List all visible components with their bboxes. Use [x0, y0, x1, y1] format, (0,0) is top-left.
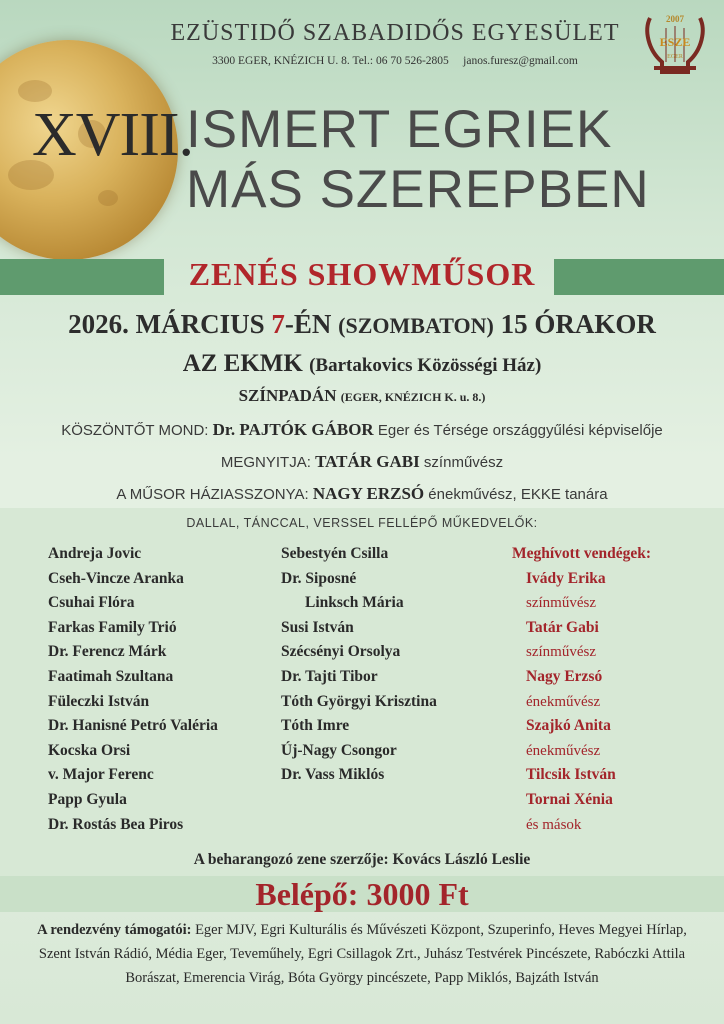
- stage-label: SZÍNPADÁN: [238, 386, 341, 405]
- sponsors-text: Eger MJV, Egri Kulturális és Művészeti Központ, Szuperinfo, Heves Megyei Hírlap, Szent István Rádió, Média Eger, Teveműhely, Egri Csillagok Zrt., Juhász Testvérek Pincészete, Rabóczki Attila Borászat, Emerencia Virág, Bóta György pincészete, Papp Miklós, Bajzáth István: [38, 922, 687, 986]
- contact-email: janos.furesz@gmail.com: [463, 55, 578, 67]
- greeting-name: Dr. PAJTÓK GÁBOR: [212, 420, 374, 439]
- title-line-1: ISMERT EGRIEK: [186, 100, 613, 159]
- cast-name: Farkas Family Trió: [48, 618, 177, 636]
- greeting-role: Eger és Térsége országgyűlési képviselője: [373, 422, 663, 439]
- contact-address: 3300 EGER, KNÉZICH U. 8. Tel.: 06 70 526-2805: [212, 55, 449, 67]
- cast-name: Cseh-Vincze Aranka: [48, 569, 184, 587]
- date-time: 15 ÓRAKOR: [493, 309, 656, 339]
- composer-credit: A beharangozó zene szerzője: Kovács László Leslie: [193, 851, 531, 868]
- date-day: 7: [271, 309, 285, 339]
- guest-name: Tatár Gabi: [526, 618, 599, 636]
- cast-name: Dr. Rostás Bea Piros: [48, 815, 184, 833]
- cast-name: Dr. Hanisné Petró Valéria: [48, 717, 218, 735]
- organization-name: EZÜSTIDŐ SZABADIDŐS EGYESÜLET: [170, 20, 620, 46]
- cast-name: Susi István: [281, 618, 354, 636]
- greeting-line: [0, 420, 724, 440]
- guest-name: Szajkó Anita: [526, 717, 611, 735]
- cast-name: Papp Gyula: [48, 790, 127, 808]
- cast-name: Tóth Györgyi Krisztina: [281, 692, 437, 710]
- opening-label: MEGNYITJA:: [220, 454, 316, 471]
- cast-header: DALLAL, TÁNCCAL, VERSSEL FELLÉPŐ MŰKEDVELŐK:: [186, 516, 538, 530]
- cast-column-2: [281, 542, 437, 788]
- event-date: [0, 309, 724, 340]
- cast-name: Dr. Tajti Tibor: [281, 667, 378, 685]
- title-line-2: MÁS SZEREPBEN: [186, 160, 650, 219]
- guest-role: énekművész: [526, 742, 601, 759]
- cast-name: Kocska Orsi: [48, 741, 131, 759]
- logo-year: 2007: [666, 14, 684, 24]
- hostess-name: NAGY ERZSÓ: [312, 484, 425, 503]
- venue-name: AZ EKMK: [182, 350, 310, 377]
- guests-header: Meghívott vendégek:: [512, 545, 652, 562]
- venue-full: (Bartakovics Közösségi Ház): [309, 355, 542, 376]
- cast-name: v. Major Ferenc: [48, 766, 154, 784]
- cast-name: Dr. Vass Miklós: [281, 766, 385, 784]
- guest-name: Tilcsik István: [526, 766, 616, 784]
- cast-name: Füleczki István: [48, 692, 150, 710]
- guest-role: színművész: [526, 644, 596, 661]
- stage: [0, 386, 724, 406]
- cast-name: Új-Nagy Csongor: [281, 741, 397, 759]
- guests-column: [512, 542, 651, 837]
- cast-name: Csuhai Flóra: [48, 594, 135, 612]
- logo-city: EGER: [667, 54, 683, 60]
- contact-line: [160, 55, 630, 67]
- venue: [0, 350, 724, 378]
- guest-name: Tornai Xénia: [526, 790, 613, 808]
- opening-name: TATÁR GABI: [315, 452, 420, 471]
- cast-name: Andreja Jovic: [48, 545, 142, 562]
- guest-role: színművész: [526, 595, 596, 612]
- opening-line: [0, 452, 724, 472]
- date-part2: -ÉN: [284, 309, 339, 339]
- guest-name: Nagy Erzsó: [526, 667, 603, 685]
- lyre-logo-icon: [640, 10, 710, 82]
- cast-name: Faatimah Szultana: [48, 667, 174, 685]
- show-subtitle: ZENÉS SHOWMŰSOR: [188, 256, 536, 292]
- stage-address: (EGER, KNÉZICH K. u. 8.): [340, 390, 486, 404]
- date-weekday: (SZOMBATON): [338, 313, 494, 338]
- cast-name: Szécsényi Orsolya: [281, 643, 401, 661]
- guest-role: énekművész: [526, 693, 601, 710]
- logo-text: ESZE: [659, 35, 691, 49]
- opening-role: színművész: [419, 454, 504, 471]
- cast-name: Sebestyén Csilla: [281, 545, 389, 562]
- entry-price: Belépő: 3000 Ft: [255, 876, 469, 912]
- hostess-role: énekművész, EKKE tanára: [424, 486, 608, 503]
- sponsors: [34, 918, 690, 990]
- hostess-line: [0, 484, 724, 504]
- cast-name: Tóth Imre: [281, 717, 350, 735]
- cast-name: Dr. Siposné: [281, 569, 357, 587]
- cast-name: Linksch Mária: [305, 594, 404, 612]
- hostess-label: A MŰSOR HÁZIASSZONYA:: [116, 486, 313, 503]
- greeting-label: KÖSZÖNTŐT MOND:: [61, 422, 213, 439]
- guest-role: és mások: [526, 816, 582, 833]
- cast-column-1: [48, 542, 218, 837]
- date-part1: 2026. MÁRCIUS: [68, 309, 272, 339]
- cast-name: Dr. Ferencz Márk: [48, 643, 167, 661]
- sponsors-label: A rendezvény támogatói:: [37, 922, 192, 938]
- edition-number: XVIII.: [32, 101, 193, 169]
- event-title: [186, 100, 650, 220]
- guest-name: Ivády Erika: [526, 569, 606, 587]
